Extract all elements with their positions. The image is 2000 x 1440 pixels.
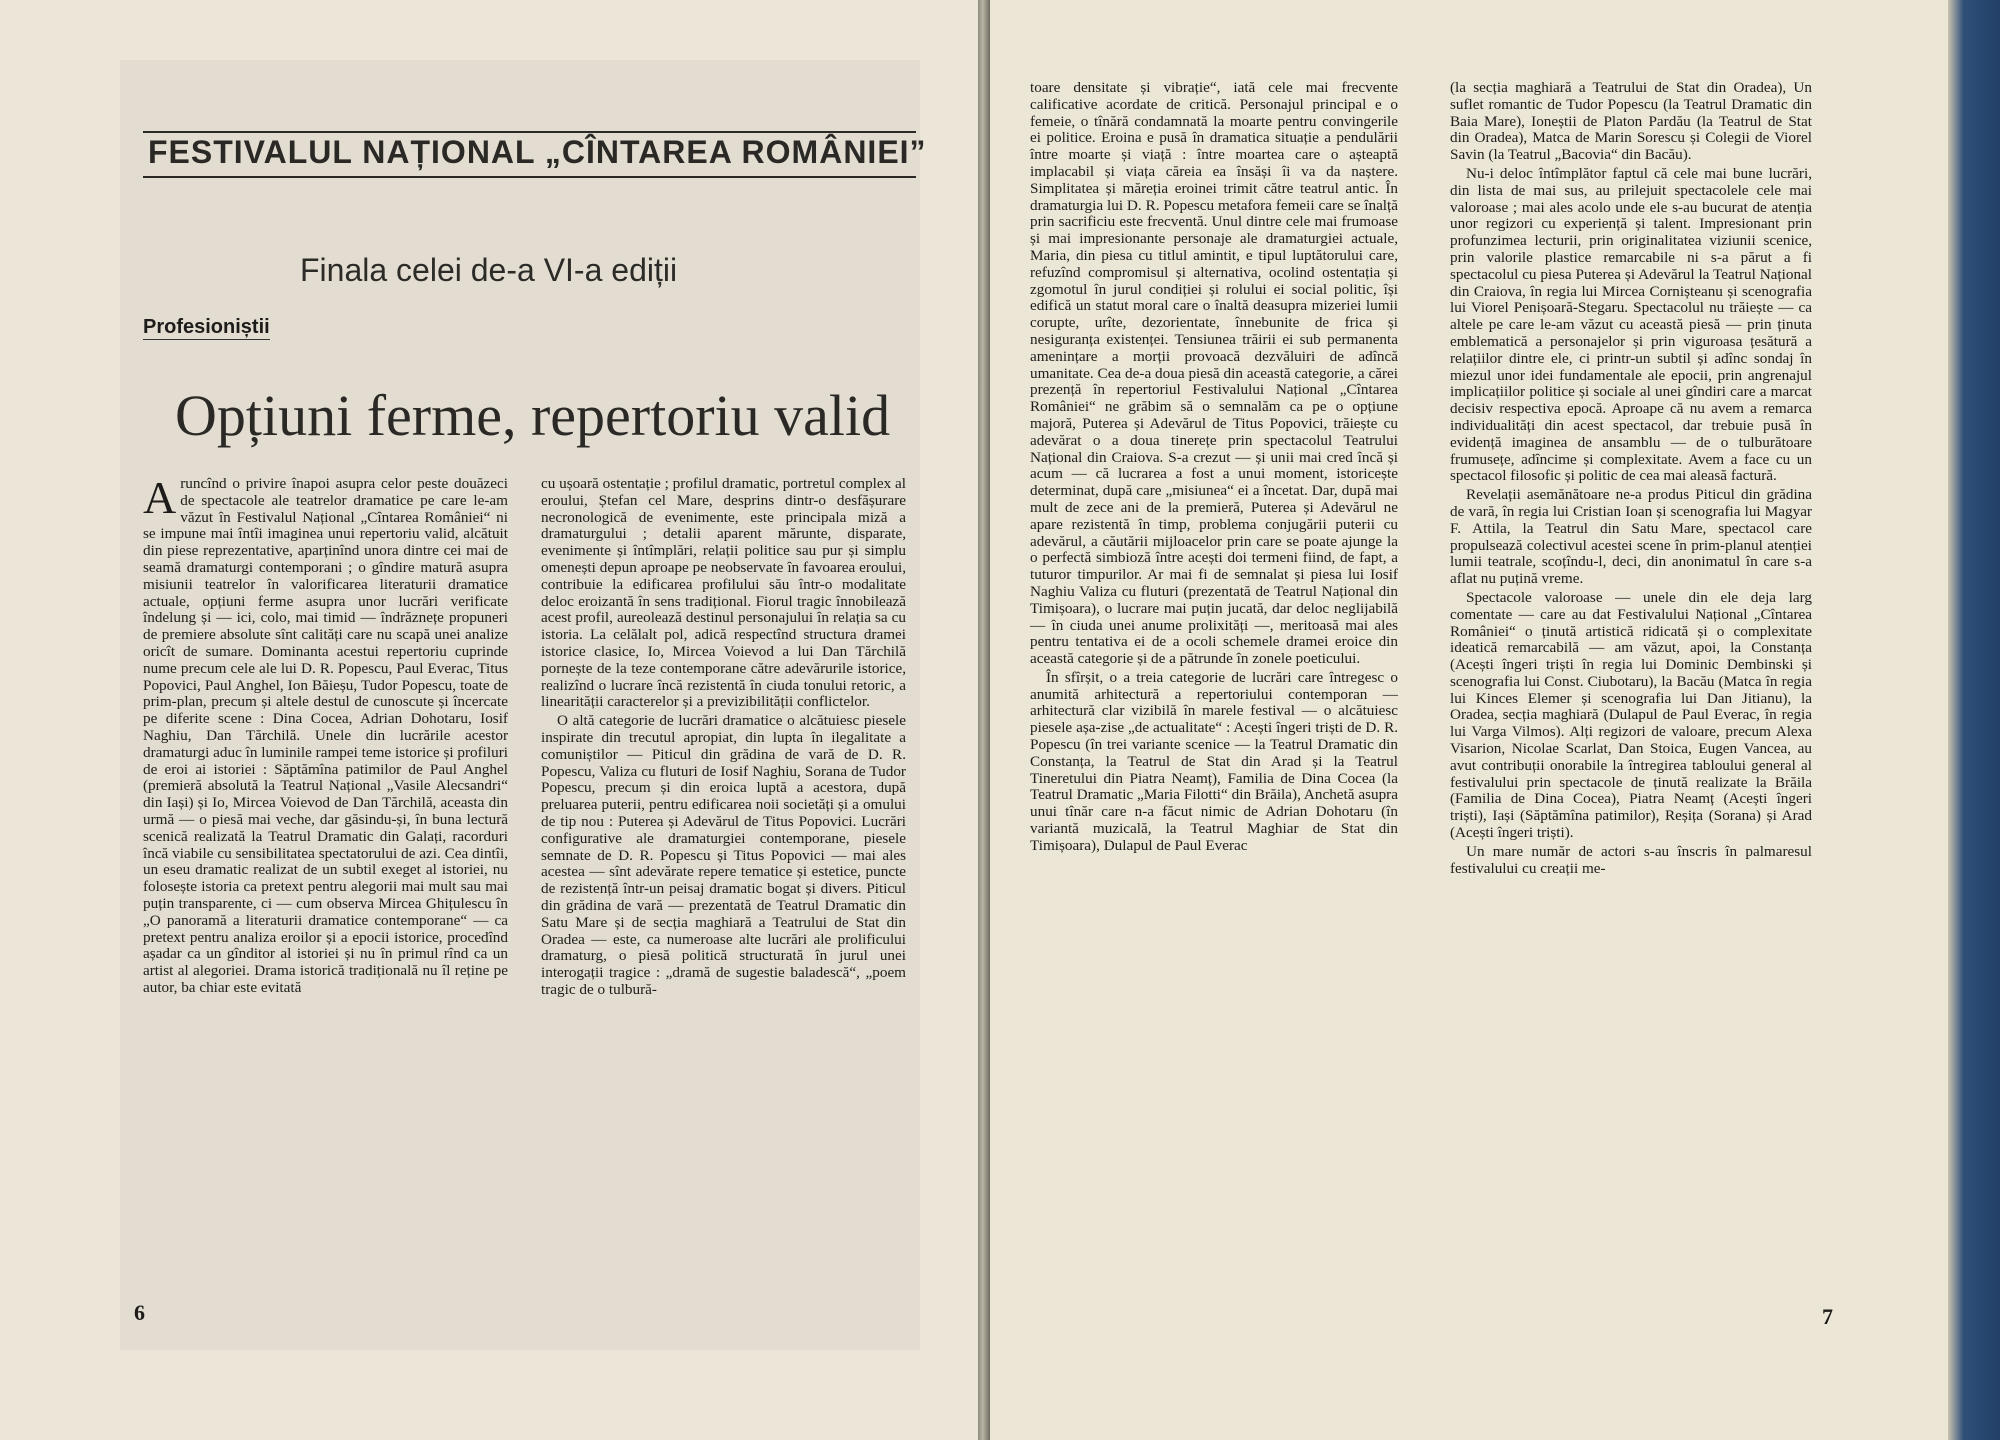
binding-gutter bbox=[978, 0, 990, 1440]
paragraph: Un mare număr de actori s-au înscris în palmaresul festivalului cu creații me- bbox=[1450, 842, 1812, 877]
section-label: Profesioniștii bbox=[143, 316, 270, 338]
page-number-right: 7 bbox=[1822, 1304, 1833, 1329]
article-title: Opțiuni ferme, repertoriu valid bbox=[175, 383, 891, 448]
paragraph: Revelații asemănătoare ne-a produs Piticul din grădina de vară, în regia lui Cristian Ioan și scenografia lui Magyar F. Attila, la Teatrul din Satu Mare, spectacol care propulsează colectivul acestei scene în prim-planul atenției lumii teatrale, scoțîndu-l, deci, din anonimatul în care s-a aflat nu puțină vreme. bbox=[1450, 486, 1812, 588]
text-column-1 bbox=[143, 472, 508, 999]
text-column-3 bbox=[1030, 80, 1398, 857]
paragraph: Aruncînd o privire înapoi asupra celor peste douăzeci de spectacole ale teatrelor dramatice pe care le-am văzut în Festivalul Național „Cîntarea României“ ni se impune mai întîi imaginea unui repertoriu valid, alcătuit din piese reprezentative, aparținînd unora dintre cei mai de seamă dramaturgi contemporani ; o gîndire matură asupra misiunii teatrelor în valorificarea literaturii dramatice actuale, opțiuni ferme asupra unor lucrări verificate îndelung și — ici, colo, mai timid — îndrăznețe propuneri de premiere absolute sînt calități care nu scapă unei analize oricît de sumare. Dominanta acestui repertoriu cuprinde nume precum cele ale lui D. R. Popescu, Paul Everac, Titus Popovici, Paul Anghel, Ion Băieșu, Tudor Popescu, toate de prim-plan, precum și altele destul de cunoscute și încercate pe diferite scene : Dina Cocea, Adrian Dohotaru, Iosif Naghiu, Dan Tărchilă. Unele din lucrările acestor dramaturgi aduc în luminile rampei teme istorice și profiluri de eroi ai istoriei : Săptămîna patimilor de Paul Anghel (premieră absolută la Teatrul Național „Vasile Alecsandri“ din Iași) și Io, Mircea Voievod de Dan Tărchilă, aceasta din urmă — o piesă mai veche, dar găsindu-și, în buna lectură scenică realizată la Teatrul Dramatic din Galați, racorduri încă viabile cu sensibilitatea spectatorului de azi. Cea dintîi, un eseu dramatic realizat de un subtil exeget al istoriei, nu folosește istoria ca pretext pentru alegorii mai mult sau mai puțin transparente, ci — cum observa Mircea Ghițulescu în „O panoramă a literaturii dramatice contemporane“ — ca pretext pentru analiza eroilor și a epocii istorice, procedînd așadar ca un gînditor al istoriei și nu în primul rînd ca un artist al alegoriei. Drama istorică tradițională nu îl reține pe autor, ba chiar este evitată bbox=[143, 472, 508, 996]
paragraph: (la secția maghiară a Teatrului de Stat din Oradea), Un suflet romantic de Tudor Popescu (la Teatrul Dramatic din Baia Mare), Ioneștii de Platon Pardău (la Teatrul de Stat din Oradea), Matca de Marin Sorescu și Colegii de Viorel Savin (la Teatrul „Bacovia“ din Bacău). bbox=[1450, 79, 1812, 164]
header-top-rule bbox=[143, 131, 916, 133]
paragraph: toare densitate și vibrație“, iată cele mai frecvente calificative acordate de critică. Personajul principal e o femeie, o tînără condamnată la moarte pentru convingerile ei politice. Eroina e pusă în dramatica situație a pendulării între moarte și viață : între moartea care o așteaptă implacabil și viața căreia ea însăși îi va da naștere. Simplitatea și măreția eroinei trimit către teatrul antic. În dramaturgia lui D. R. Popescu metafora femeii care se înalță prin sacrificiu este frecventă. Unul dintre cele mai frumoase și mai impresionante personaje ale dramaturgiei actuale, Maria, din piesa cu titlul amintit, e tipul luptătorului care, refuzînd compromisul și alternativa, ocolind ostentația și zgomotul în jurul condiției și rolului ei social politic, își edifică un statut moral care o înaltă deasupra mizeriei lumii corupte, urîte, dezorientate, înnebunite de frica și nesiguranța existenței. Tensiunea trăirii ei sub permanenta amenințare a morții provoacă dezvăluiri de adîncă umanitate. Cea de-a doua piesă din această categorie, a cărei prezență în repertoriul Festivalului Național „Cîntarea României“ ne grăbim să o semnalăm ca pe o opțiune majoră, Puterea și Adevărul de Titus Popovici, trăiește cu adevărat o a doua tinerețe prin spectacolul Teatrului Național din Craiova. S-a crezut — și unii mai cred încă și acum — că lucrarea a fost a unui moment, istoricește determinat, după care „misiunea“ ei a încetat. Dar, după mai mult de zece ani de la premieră, Puterea și Adevărul ne apare rezistentă în timp, problema conjugării puterii cu adevărul, a căutării mijloacelor prin care se poate ajunge la o perfectă simbioză între acești doi termeni fiind, de fapt, a tuturor timpurilor. Ar mai fi de semnalat și piesa lui Iosif Naghiu Valiza cu fluturi (prezentată de Teatrul Național din Timișoara), o lucrare mai puțin jucată, dar deloc neglijabilă — în ciuda unei anume prolixități —, meritoasă mai ales pentru tentativa ei de a ocoli schemele dramei eroice din această categorie și de a pătrunde în zonele poeticului. bbox=[1030, 79, 1398, 668]
page-number-left: 6 bbox=[134, 1300, 145, 1325]
paragraph: O altă categorie de lucrări dramatice o alcătuiesc piesele inspirate din trecutul apropiat, din lupta în ilegalitate a comuniștilor — Piticul din grădina de vară de D. R. Popescu, Valiza cu fluturi de Iosif Naghiu, Sorana de Tudor Popescu, precum și din eroica luptă a acestora, după preluarea puterii, pentru edificarea noii societăți și a omului de tip nou : Puterea și Adevărul de Titus Popovici. Lucrări configurative ale dramaturgiei contemporane, piesele semnate de D. R. Popescu și Titus Popovici — mai ales acestea — sînt adevărate repere tematice și estetice, puncte de rezistență într-un peisaj dramatic bogat și divers. Piticul din grădina de vară — prezentată de Teatrul Dramatic din Satu Mare și de secția maghiară a Teatrului de Stat din Oradea — este, ca numeroase alte lucrări ale prolificului dramaturg, o piesă politică structurată în jurul unei interogații tragice : „dramă de sugestie baladescă“, „poem tragic de o tulbură- bbox=[541, 712, 906, 998]
paragraph: În sfîrșit, o a treia categorie de lucrări care întregesc o anumită arhitectură a repertoriului contemporan — arhitectură clar vizibilă în marele festival — o alcătuiesc piesele așa-zise „de actualitate“ : Acești îngeri triști de D. R. Popescu (în trei variante scenice — la Teatrul Dramatic din Constanța, la Teatrul de Stat din Arad și la Teatrul Tineretului din Piatra Neamț), Familia de Dina Cocea (la Teatrul Dramatic „Maria Filotti“ din Brăila), Anchetă asupra unui tînăr care n-a făcut nimic de Adrian Dohotaru (în variantă muzicală, la Teatrul Maghiar de Stat din Timișoara), Dulapul de Paul Everac bbox=[1030, 668, 1398, 854]
drop-cap: A bbox=[143, 472, 177, 523]
text-column-4 bbox=[1450, 80, 1812, 879]
book-cover-edge bbox=[1948, 0, 2000, 1440]
paragraph: cu ușoară ostentație ; profilul dramatic, portretul complex al eroului, Ștefan cel Mare, desprins dintr-o desfășurare necronologică de evenimente, este principala miză a dramaturgului ; detalii aparent mărunte, disparate, evenimente și întîmplări, relații politice sau pur și simplu omenești depun aproape pe neobservate în favoarea eroului, contribuie la edificarea profilului său într-o modalitate deloc eroizantă în sens tradițional. Fiorul tragic înnobilează acest profil, aureolează destinul personajului în relația sa cu istoria. La celălalt pol, adică respectînd structura dramei istorice clasice, Io, Mircea Voievod a lui Dan Tărchilă pornește de la teze contemporane către adevărurile istorice, realizînd o lucrare încă rezistentă în ciuda tonului retoric, a linearității caracterelor și a previzibilității conflictelor. bbox=[541, 475, 906, 711]
edition-subtitle: Finala celei de-a VI-a ediții bbox=[300, 252, 678, 288]
left-page bbox=[0, 0, 978, 1440]
text-column-2 bbox=[541, 476, 906, 1001]
paragraph: Nu-i deloc întîmplător faptul că cele mai bune lucrări, din lista de mai sus, au prilejuit spectacolele cele mai valoroase ; mai ales acolo unde ele s-au bucurat de atenția unor regizori cu experiență și talent. Impresionant prin profunzimea lecturii, prin originalitatea viziunii scenice, prin valorile plastice remarcabile ni s-a părut a fi spectacolul cu piesa Puterea și Adevărul la Teatrul Național din Craiova, în regia lui Mircea Cornișteanu și scenografia lui Viorel Penișoară-Stegaru. Spectacolul nu trăiește — ca altele pe care le-am văzut cu această piesă — prin ținuta emblematică a personajelor și prin viguroasa țesătură a relațiilor dintre ele, ci printr-un subtil și adînc sondaj în miezul unor idei fundamentale ale epocii, prin angrenajul implicațiilor politice și sociale al unei gîndiri care a marcat decisiv respectiva epocă. Aproape că nu avem a remarca individualități din acest spectacol, dar trebuie pusă în evidență imaginea de ansamblu — de o tulburătoare frumusețe, adîncime și complexitate. Avem a face cu un spectacol filosofic și politic de cea mai aleasă factură. bbox=[1450, 164, 1812, 485]
header-bottom-rule bbox=[143, 176, 916, 178]
festival-header: FESTIVALUL NAȚIONAL „CÎNTAREA ROMÂNIEI” bbox=[148, 134, 927, 170]
paragraph: Spectacole valoroase — unele din ele deja larg comentate — care au dat Festivalului Național „Cîntarea României“ o ținută artistică ridicată și o complexitate ideatică remarcabilă — am văzut, apoi, la Constanța (Acești îngeri triști în regia lui Dominic Dembinski și scenografia lui Const. Ciubotaru), la Bacău (Matca în regia lui Kinces Elemer și scenografia lui Dan Jitianu), la Oradea, secția maghiară (Dulapul de Paul Everac, în regia lui Varga Vilmos). Alți regizori de valoare, precum Alexa Visarion, Nicolae Scarlat, Dan Stoica, Eugen Vancea, au avut contribuții onorabile la întregirea tabloului general al festivalului prin spectacole de ținută realizate la Brăila (Familia de Dina Cocea), Piatra Neamț (Acești îngeri triști), Iași (Săptămîna patimilor), Reșița (Sorana) și Arad (Acești îngeri triști). bbox=[1450, 588, 1812, 842]
